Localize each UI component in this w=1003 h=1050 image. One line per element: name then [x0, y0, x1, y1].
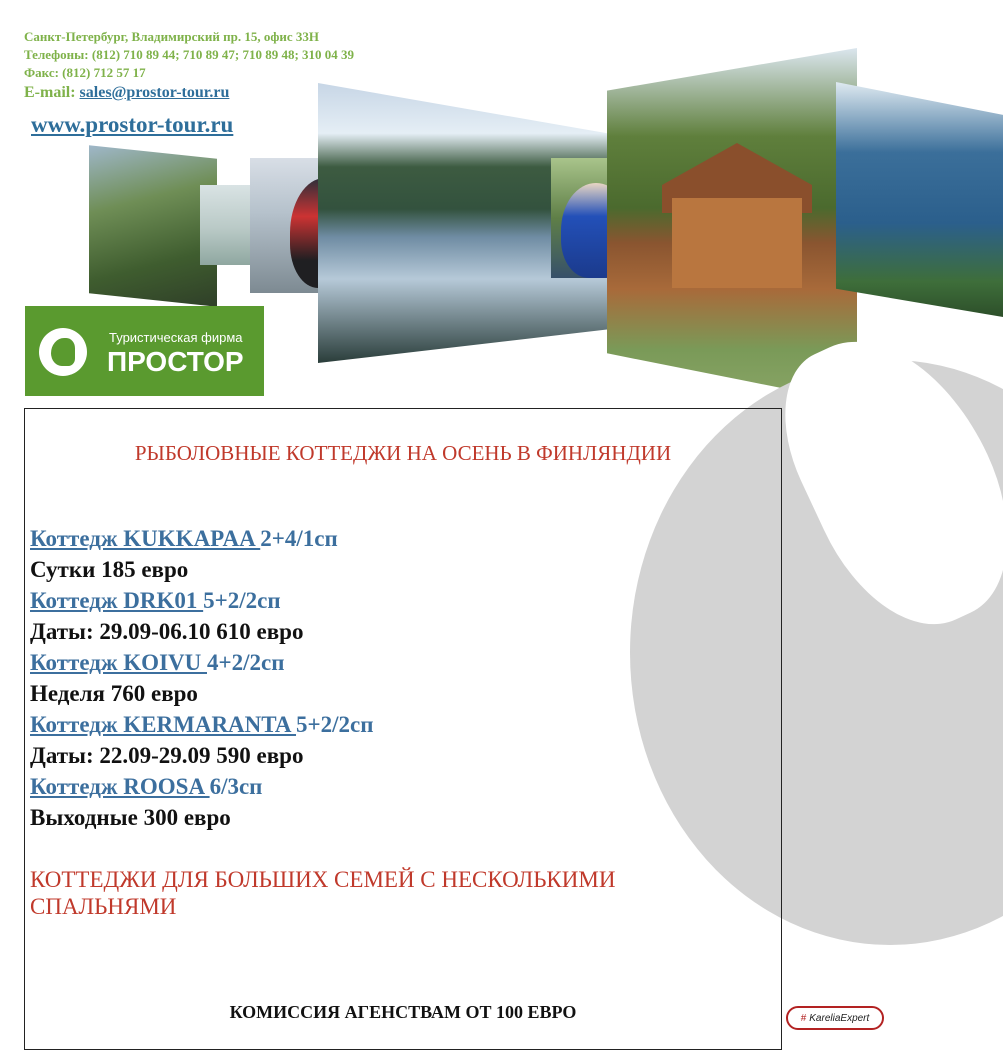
logo-name: ПРОСТОР [107, 346, 244, 377]
cottage-link-drk01[interactable]: Коттедж DRK01 [30, 588, 204, 613]
hash-icon: # [800, 1012, 807, 1024]
cottage-capacity: 5+2/2сп [296, 712, 374, 737]
contact-block [24, 28, 354, 102]
cottage-item [30, 585, 373, 616]
cottage-link-roosa[interactable]: Коттедж ROOSA [30, 774, 210, 799]
commission-note: КОМИССИЯ АГЕНСТВАМ ОТ 100 ЕВРО [229, 1002, 577, 1022]
website-link[interactable]: www.prostor-tour.ru [31, 112, 234, 137]
offer-box [24, 408, 782, 1050]
address-text: Санкт-Петербург, Владимирский пр. 15, офис 33Н [24, 29, 319, 44]
cottage-item [30, 709, 373, 740]
cottage-item [30, 771, 373, 802]
cottage-capacity: 6/3сп [209, 774, 263, 799]
wooden-cottage-photo [607, 48, 857, 403]
cottage-link-kukkapaa[interactable]: Коттедж KUKKAPAA [30, 526, 261, 551]
email-link[interactable]: sales@prostor-tour.ru [79, 84, 230, 101]
email-label: E-mail: [24, 84, 76, 101]
cottage-capacity: 4+2/2сп [207, 650, 285, 675]
cottage-price: Выходные 300 евро [30, 805, 231, 830]
cottage-capacity: 2+4/1сп [260, 526, 338, 551]
cottage-item [30, 523, 373, 554]
mountain-valley-photo [89, 145, 217, 306]
prostor-logo [25, 306, 264, 396]
cottage-list [30, 523, 373, 833]
page-title: РЫБОЛОВНЫЕ КОТТЕДЖИ НА ОСЕНЬ В ФИНЛЯНДИИ [134, 441, 672, 465]
cottage-price: Сутки 185 евро [30, 557, 189, 582]
cottage-price: Даты: 29.09-06.10 610 евро [30, 619, 304, 644]
horse-icon [39, 328, 87, 376]
kareliaexpert-badge[interactable] [786, 1006, 884, 1030]
logo-subtitle: Туристическая фирма [109, 330, 243, 345]
badge-label: KareliaExpert [809, 1012, 870, 1024]
fax-text: Факс: (812) 712 57 17 [24, 65, 146, 80]
cottage-link-kermaranta[interactable]: Коттедж KERMARANTA [30, 712, 297, 737]
cottage-price: Неделя 760 евро [30, 681, 198, 706]
cottage-capacity: 5+2/2сп [203, 588, 281, 613]
lake-jump-photo [836, 82, 1003, 317]
phones-text: Телефоны: (812) 710 89 44; 710 89 47; 710 89 48; 310 04 39 [24, 47, 355, 62]
cottage-price: Даты: 22.09-29.09 590 евро [30, 743, 304, 768]
cottage-link-koivu[interactable]: Коттедж KOIVU [30, 650, 207, 675]
cottage-item [30, 647, 373, 678]
families-heading: КОТТЕДЖИ ДЛЯ БОЛЬШИХ СЕМЕЙ С НЕСКОЛЬКИМИ СПАЛЬНЯМИ [30, 867, 616, 919]
email-row [24, 84, 354, 102]
